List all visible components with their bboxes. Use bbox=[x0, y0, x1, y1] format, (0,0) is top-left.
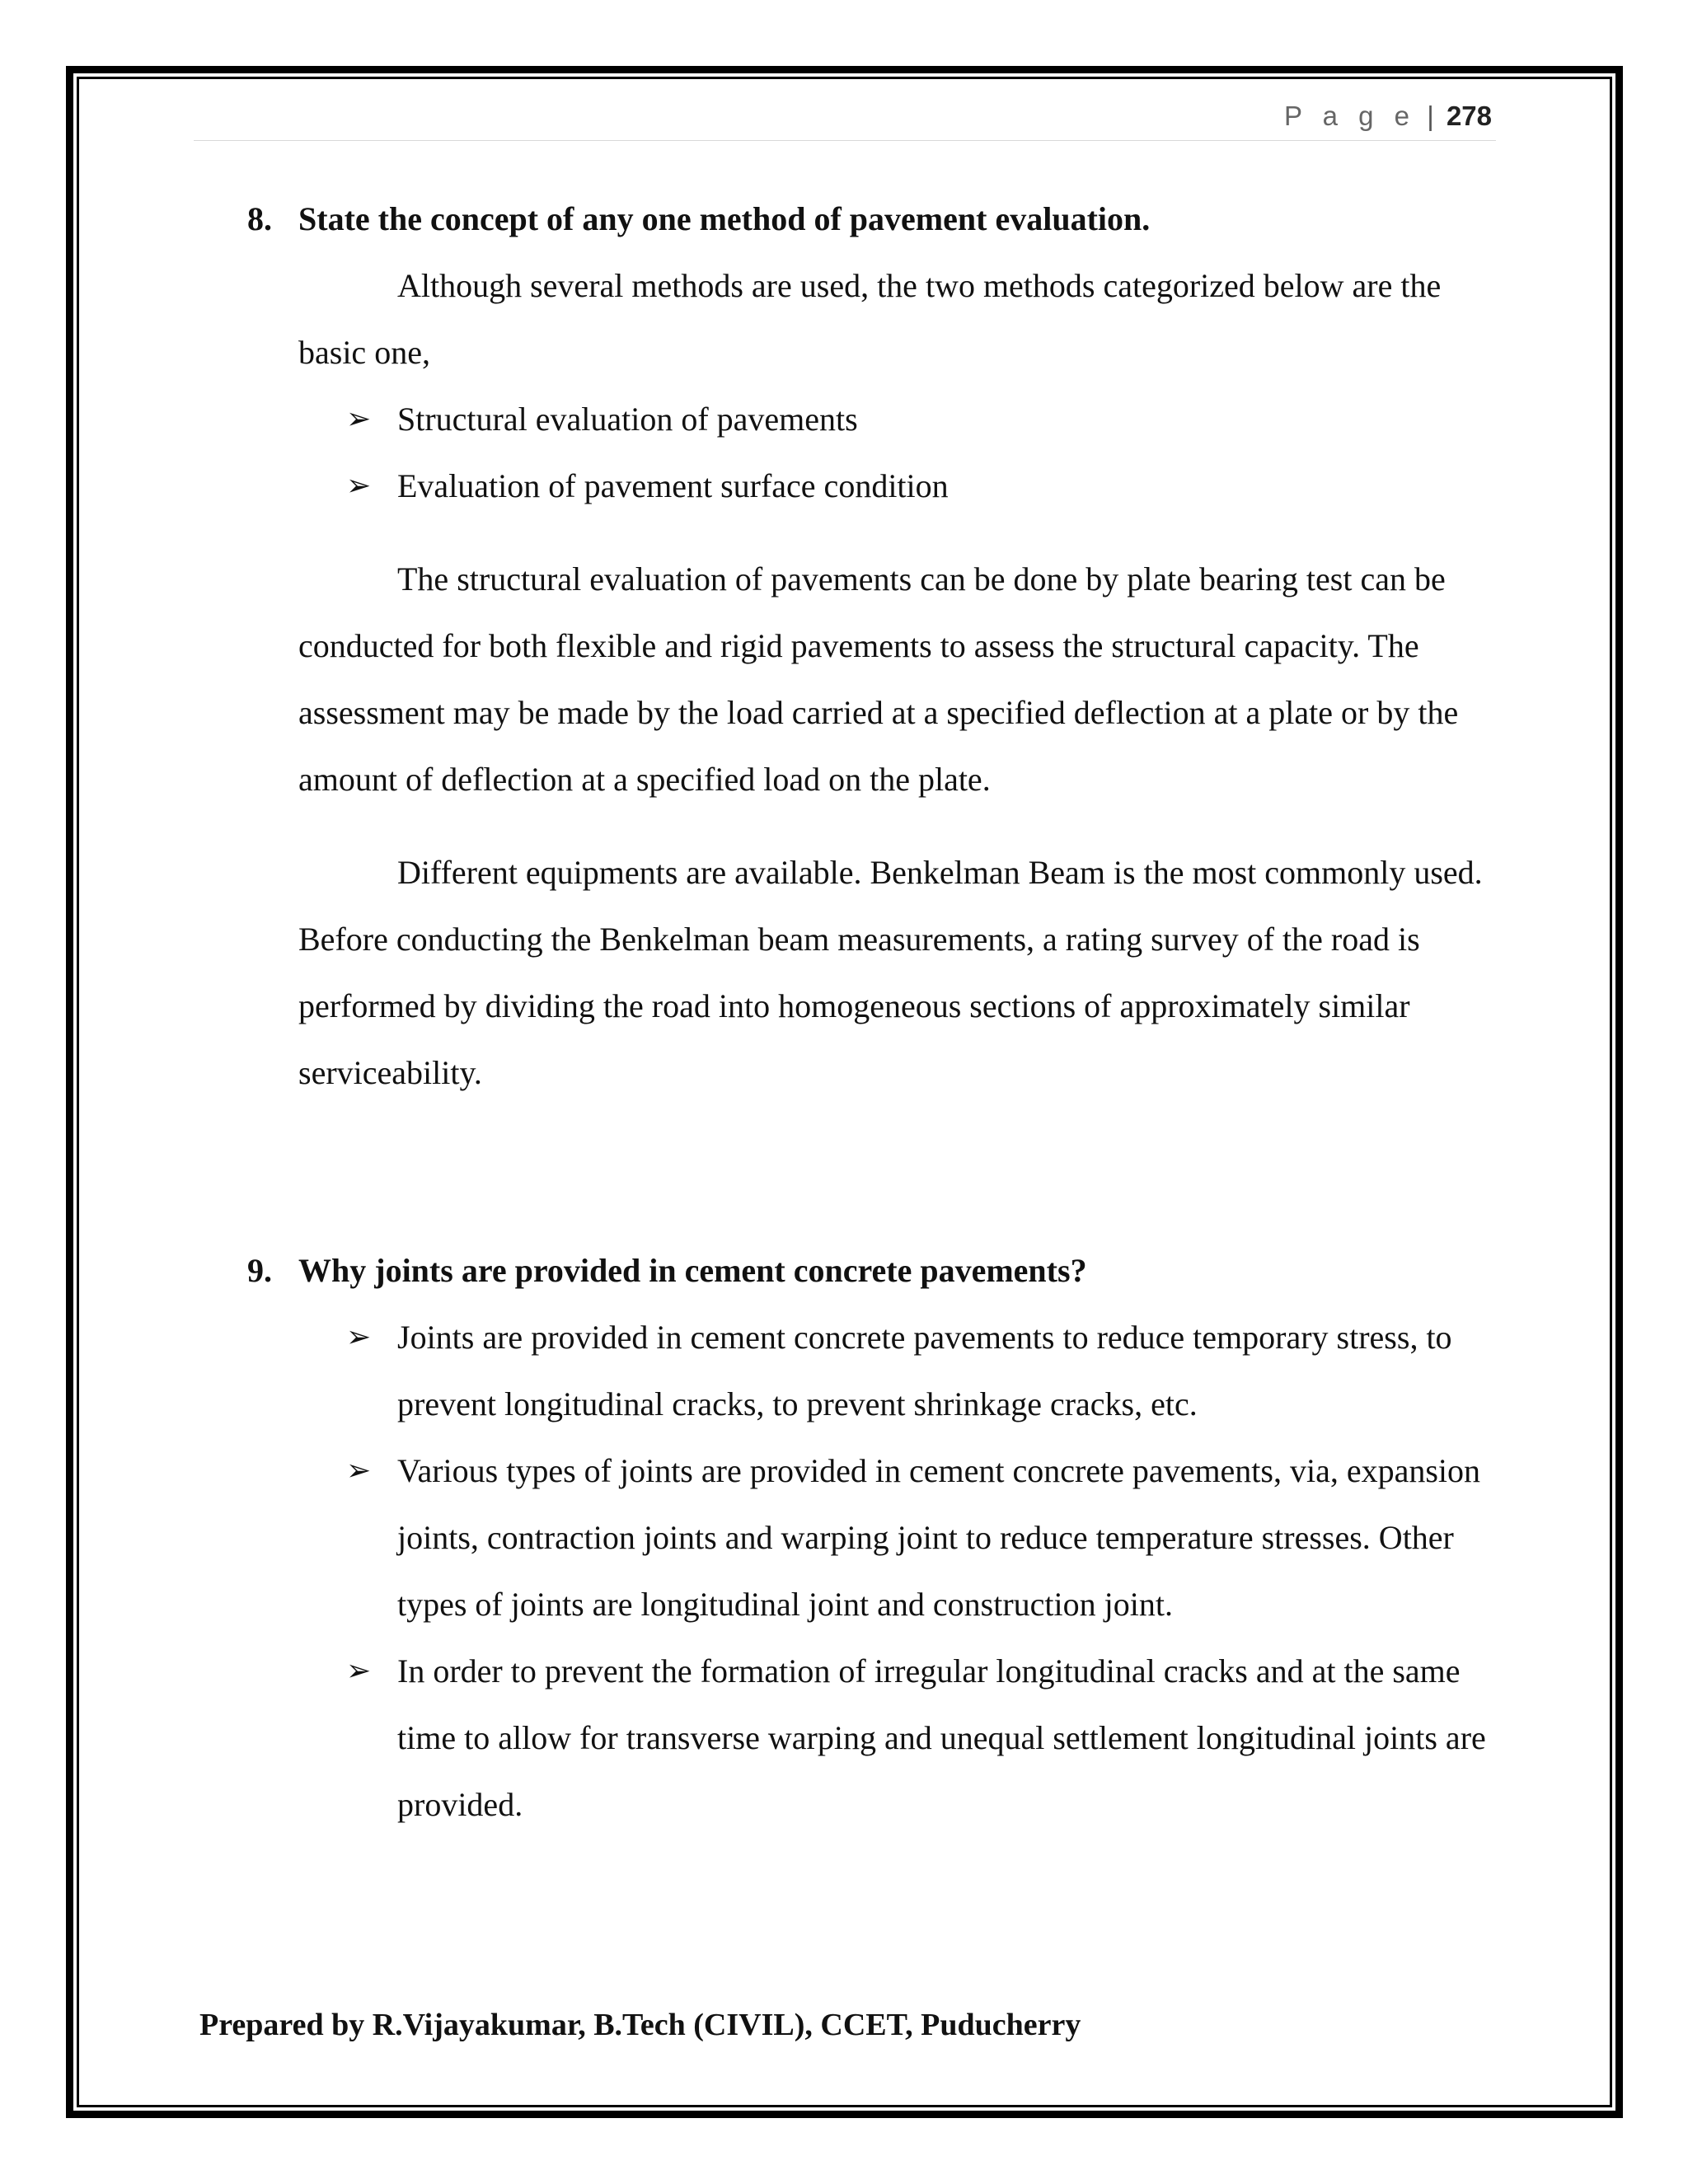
question-9-number: 9. bbox=[247, 1252, 272, 1289]
question-8-number: 8. bbox=[247, 200, 272, 237]
arrow-bullet-icon: ➢ bbox=[346, 402, 372, 435]
arrow-bullet-icon: ➢ bbox=[346, 1654, 372, 1687]
question-9 bbox=[247, 1248, 1517, 1838]
question-8-heading bbox=[247, 196, 1517, 242]
arrow-bullet-icon: ➢ bbox=[346, 469, 372, 502]
page-separator: | bbox=[1427, 101, 1434, 131]
page-number: 278 bbox=[1446, 101, 1492, 131]
footer-credit: Prepared by R.Vijayakumar, B.Tech (CIVIL), CCET, Puducherry bbox=[199, 2008, 1081, 2042]
list-item: ➢ Structural evaluation of pavements bbox=[247, 386, 1502, 452]
page-number-block bbox=[1284, 101, 1492, 132]
question-8 bbox=[247, 196, 1517, 1106]
page-content bbox=[247, 196, 1517, 1838]
page-label: P a g e bbox=[1284, 101, 1417, 131]
question-8-intro: Although several methods are used, the two methods categorized below are the basic one, bbox=[298, 267, 1442, 371]
list-item: ➢ Evaluation of pavement surface condition bbox=[247, 452, 1502, 519]
question-8-bullet-list bbox=[247, 386, 1517, 519]
question-8-title: State the concept of any one method of pavement evaluation. bbox=[298, 200, 1151, 237]
arrow-bullet-icon: ➢ bbox=[346, 1320, 372, 1353]
question-9-heading bbox=[247, 1248, 1517, 1294]
list-item: ➢ In order to prevent the formation of irregular longitudinal cracks and at the same time to allow for transverse warping and unequal settlement longitudinal joints are provided. bbox=[247, 1638, 1502, 1838]
list-item: ➢ Various types of joints are provided in cement concrete pavements, via, expansion joints, contraction joints and warping joint to reduce temperature stresses. Other types of joints are longitudinal joint and construction joint. bbox=[247, 1437, 1502, 1638]
question-8-paragraph-1: The structural evaluation of pavements can be done by plate bearing test can be conducted for both flexible and rigid pavements to assess the structural capacity. The assessment may be made by the load carried at a specified deflection at a plate or by the amount of deflection at a specified load on the plate. bbox=[298, 560, 1459, 798]
page-header bbox=[194, 97, 1496, 141]
list-item: ➢ Joints are provided in cement concrete pavements to reduce temporary stress, to prevent longitudinal cracks, to prevent shrinkage cracks, etc. bbox=[247, 1304, 1502, 1437]
arrow-bullet-icon: ➢ bbox=[346, 1454, 372, 1487]
question-8-paragraph-2: Different equipments are available. Benkelman Beam is the most commonly used. Before conducting the Benkelman beam measurements, a rating survey of the road is performed by dividing the road into homogeneous sections of approximately similar serviceability. bbox=[298, 854, 1483, 1091]
question-9-title: Why joints are provided in cement concrete pavements? bbox=[298, 1252, 1087, 1289]
question-9-bullet-list bbox=[247, 1304, 1517, 1838]
